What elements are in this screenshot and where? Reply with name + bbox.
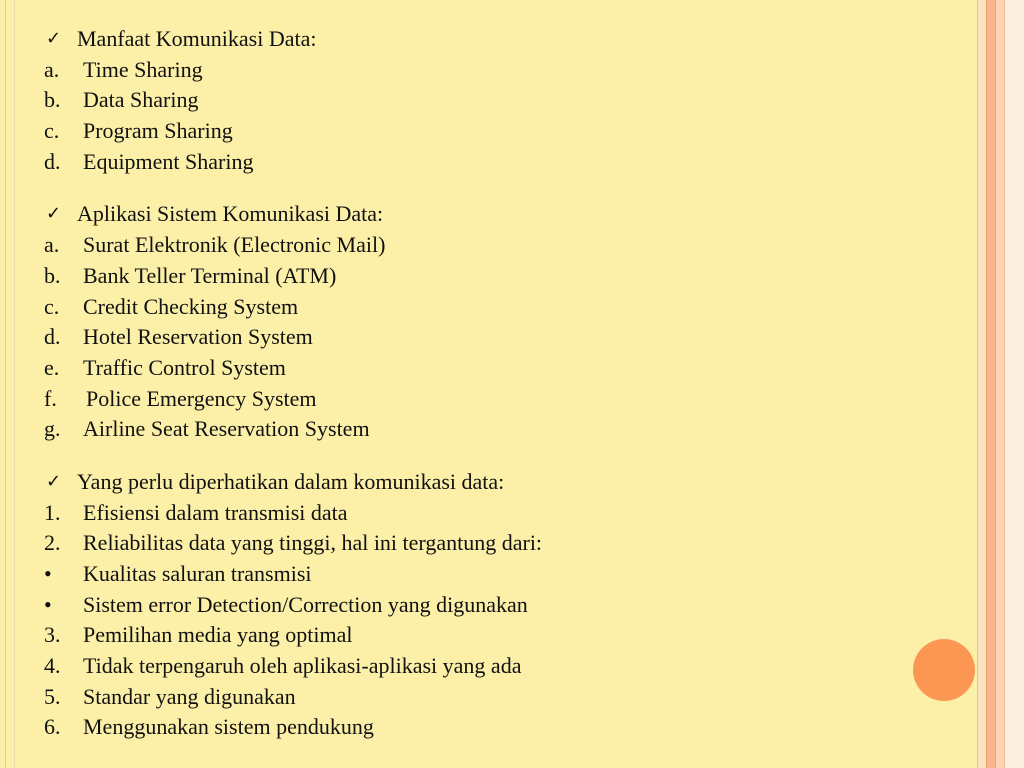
item-marker: b. — [44, 87, 61, 113]
checkmark-icon: ✓ — [46, 470, 62, 492]
item-text: Traffic Control System — [83, 354, 286, 380]
item-text: Sistem error Detection/Correction yang digunakan — [83, 591, 528, 617]
item-text: Equipment Sharing — [83, 148, 254, 174]
heading-text: Aplikasi Sistem Komunikasi Data: — [77, 201, 384, 227]
item-marker: g. — [44, 416, 61, 442]
item-text: Time Sharing — [83, 56, 203, 82]
left-frame-line-inner — [14, 0, 15, 768]
item-text: Airline Seat Reservation System — [83, 416, 370, 442]
decorative-circle — [913, 639, 975, 701]
heading-text: Yang perlu diperhatikan dalam komunikasi data: — [77, 468, 505, 494]
item-text: Program Sharing — [83, 118, 233, 144]
item-text: Pemilihan media yang optimal — [83, 622, 353, 648]
item-marker: e. — [44, 354, 60, 380]
item-marker: f. — [44, 385, 57, 411]
item-marker: b. — [44, 262, 61, 288]
item-marker: 4. — [44, 653, 61, 679]
item-marker: 5. — [44, 683, 61, 709]
item-text: Efisiensi dalam transmisi data — [83, 499, 348, 525]
item-text: Kualitas saluran transmisi — [83, 561, 312, 586]
item-text: Standar yang digunakan — [83, 683, 296, 709]
heading-text: Manfaat Komunikasi Data: — [77, 26, 317, 51]
item-text: Data Sharing — [83, 87, 199, 113]
item-marker: c. — [44, 118, 60, 144]
item-marker: d. — [44, 324, 61, 350]
right-decor-stripe — [986, 0, 995, 768]
right-decor-stripe — [977, 0, 986, 768]
right-decor-stripe — [1004, 0, 1024, 768]
item-text: Reliabilitas data yang tinggi, hal ini tergantung dari: — [83, 530, 543, 556]
item-marker: 6. — [44, 714, 61, 740]
bullet-marker: • — [44, 591, 52, 617]
right-decor-stripe — [995, 0, 1004, 768]
item-text: Hotel Reservation System — [83, 324, 313, 350]
item-text: Police Emergency System — [86, 385, 317, 411]
bullet-marker: • — [44, 561, 52, 586]
item-marker: a. — [44, 232, 60, 258]
item-marker: 1. — [44, 499, 61, 525]
item-text: Bank Teller Terminal (ATM) — [83, 262, 337, 288]
item-text: Credit Checking System — [83, 293, 299, 319]
item-marker: 3. — [44, 622, 61, 648]
item-marker: c. — [44, 293, 60, 319]
left-frame-line — [5, 0, 6, 768]
item-marker: d. — [44, 148, 61, 174]
item-marker: a. — [44, 56, 60, 82]
item-text: Tidak terpengaruh oleh aplikasi-aplikasi yang ada — [83, 653, 522, 679]
checkmark-icon: ✓ — [46, 28, 62, 49]
checkmark-icon: ✓ — [46, 203, 62, 225]
item-text: Menggunakan sistem pendukung — [83, 714, 374, 740]
item-marker: 2. — [44, 530, 61, 556]
item-text: Surat Elektronik (Electronic Mail) — [83, 232, 386, 258]
